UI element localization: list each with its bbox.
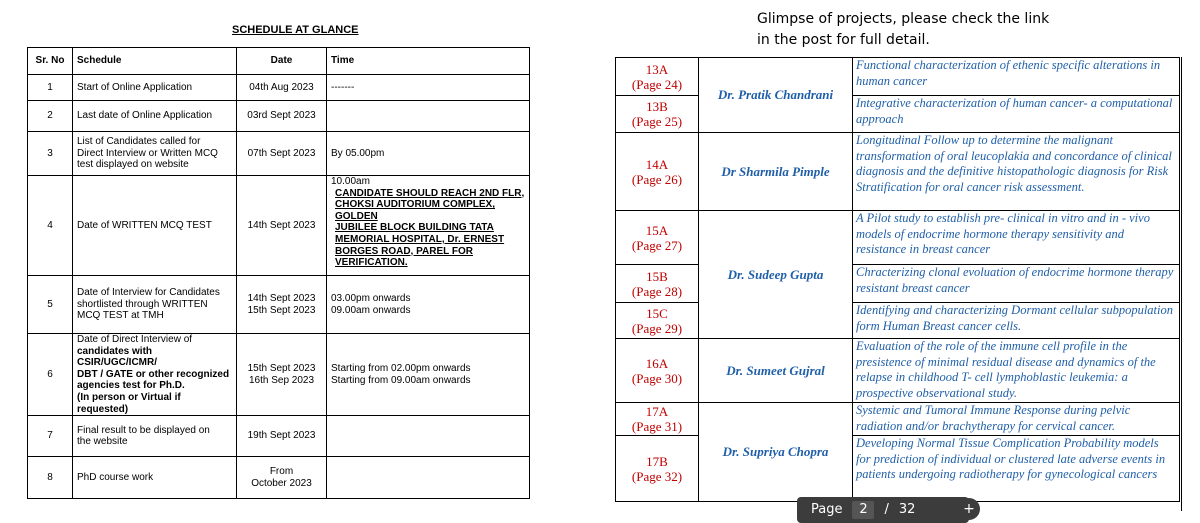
project-title: Chracterizing clonal evoluation of endocrime hormone therapy resistant breast cancer	[853, 265, 1180, 303]
sr-cell: 4	[28, 176, 73, 276]
schedule-table	[27, 47, 530, 499]
sr-cell: 8	[28, 457, 73, 499]
project-code: 16A (Page 30)	[616, 339, 699, 403]
time-cell	[327, 176, 530, 276]
project-code: 13A (Page 24)	[616, 58, 699, 96]
schedule-text-bold: candidates with CSIR/UGC/ICMR/ DBT / GATE or other recognized agencies test for Ph.D. (In person or Virtual if requested)	[77, 345, 230, 415]
time-cell	[327, 416, 530, 457]
zoom-in-icon[interactable]: +	[958, 498, 980, 520]
table-row	[616, 403, 1180, 436]
date-cell: From October 2023	[237, 457, 327, 499]
date-cell: 14th Sept 2023	[237, 176, 327, 276]
time-cell: Starting from 02.00pm onwards Starting from 09.00am onwards	[327, 334, 530, 416]
time-cell	[327, 457, 530, 499]
schedule-cell: List of Candidates called for Direct Interview or Written MCQ test displayed on website	[73, 132, 237, 176]
table-row	[616, 58, 1180, 96]
table-row	[28, 176, 530, 276]
time-cell: -------	[327, 75, 530, 101]
header-schedule: Schedule	[73, 48, 237, 75]
table-row	[616, 339, 1180, 403]
table-row	[616, 211, 1180, 265]
projects-table-viewport[interactable]	[615, 57, 1181, 511]
project-guide: Dr. Supriya Chopra	[699, 403, 853, 502]
sr-cell: 2	[28, 101, 73, 132]
page-navigator[interactable]	[797, 497, 969, 523]
page-separator: /	[884, 502, 889, 517]
project-code: 15A (Page 27)	[616, 211, 699, 265]
schedule-text: Date of Direct Interview of	[77, 334, 193, 345]
venue-instructions: CANDIDATE SHOULD REACH 2ND FLR, CHOKSI AUDITORIUM COMPLEX, GOLDEN JUBILEE BLOCK BUILDING TATA MEMORIAL HOSPITAL, Dr. ERNEST BORGES ROAD, PAREL FOR VERIFICATION.	[335, 187, 525, 269]
sr-cell: 7	[28, 416, 73, 457]
sr-cell: 6	[28, 334, 73, 416]
project-code: 15B (Page 28)	[616, 265, 699, 303]
date-cell: 07th Sept 2023	[237, 132, 327, 176]
table-row	[28, 334, 530, 416]
project-title: Systemic and Tumoral Immune Response during pelvic radiation and/or brachytherapy for cervical cancer.	[853, 403, 1180, 436]
page-frame-edge	[1181, 57, 1182, 511]
date-cell: 15th Sept 2023 16th Sep 2023	[237, 334, 327, 416]
date-cell: 19th Sept 2023	[237, 416, 327, 457]
table-row	[28, 75, 530, 101]
test-time: 10.00am	[331, 176, 370, 187]
project-title: Longitudinal Follow up to determine the malignant transformation of oral leucoplakia and concordance of clinical diagnosis and the definitive histopathologic diagnosis for Risk Stratification for oral cancer risk assessment.	[853, 133, 1180, 211]
project-guide: Dr. Sumeet Gujral	[699, 339, 853, 403]
sr-cell: 1	[28, 75, 73, 101]
table-row	[616, 133, 1180, 211]
project-code: 13B (Page 25)	[616, 96, 699, 133]
header-date: Date	[237, 48, 327, 75]
page-label: Page	[811, 502, 843, 517]
time-cell	[327, 101, 530, 132]
schedule-cell: Start of Online Application	[73, 75, 237, 101]
project-code: 15C (Page 29)	[616, 303, 699, 339]
project-title: Developing Normal Tissue Complication Probability models for prediction of individual or clustered late adverse events in patients undergoing radiotherapy for gynecological cancers	[853, 436, 1180, 502]
sr-cell: 5	[28, 276, 73, 334]
page-total: 32	[898, 502, 916, 517]
project-guide: Dr. Sudeep Gupta	[699, 211, 853, 339]
page-number-input[interactable]: 2	[852, 501, 874, 519]
date-cell: 03rd Sept 2023	[237, 101, 327, 132]
table-header-row	[28, 48, 530, 75]
table-row	[28, 101, 530, 132]
schedule-title: SCHEDULE AT GLANCE	[232, 24, 359, 36]
table-row	[28, 276, 530, 334]
schedule-cell: Date of Interview for Candidates shortlisted through WRITTEN MCQ TEST at TMH	[73, 276, 237, 334]
schedule-cell: Last date of Online Application	[73, 101, 237, 132]
schedule-cell: Final result to be displayed on the website	[73, 416, 237, 457]
table-row	[28, 132, 530, 176]
projects-caption: Glimpse of projects, please check the link in the post for full detail.	[757, 11, 1050, 48]
time-cell: 03.00pm onwards 09.00am onwards	[327, 276, 530, 334]
project-title: Integrative characterization of human cancer- a computational approach	[853, 96, 1180, 133]
table-row	[28, 457, 530, 499]
date-cell: 14th Sept 2023 15th Sept 2023	[237, 276, 327, 334]
project-guide: Dr Sharmila Pimple	[699, 133, 853, 211]
date-cell: 04th Aug 2023	[237, 75, 327, 101]
schedule-cell: PhD course work	[73, 457, 237, 499]
project-title: Functional characterization of ethenic specific alterations in human cancer	[853, 58, 1180, 96]
project-title: A Pilot study to establish pre- clinical in vitro and in - vivo models of endocrime hormone therapy sensitivity and resistance in breast cancer	[853, 211, 1180, 265]
project-guide: Dr. Pratik Chandrani	[699, 58, 853, 133]
projects-table	[615, 57, 1180, 502]
schedule-cell	[73, 334, 237, 416]
header-sr-no: Sr. No	[28, 48, 73, 75]
project-code: 17B (Page 32)	[616, 436, 699, 502]
header-time: Time	[327, 48, 530, 75]
project-code: 17A (Page 31)	[616, 403, 699, 436]
project-code: 14A (Page 26)	[616, 133, 699, 211]
time-cell: By 05.00pm	[327, 132, 530, 176]
table-row	[28, 416, 530, 457]
project-title: Identifying and characterizing Dormant cellular subpopulation form Human Breast cancer cells.	[853, 303, 1180, 339]
project-title: Evaluation of the role of the immune cell profile in the presistence of minimal residual disease and dynamics of the relapse in childhood T- cell lymphoblastic leukemia: a prospective observational study.	[853, 339, 1180, 403]
sr-cell: 3	[28, 132, 73, 176]
schedule-cell: Date of WRITTEN MCQ TEST	[73, 176, 237, 276]
